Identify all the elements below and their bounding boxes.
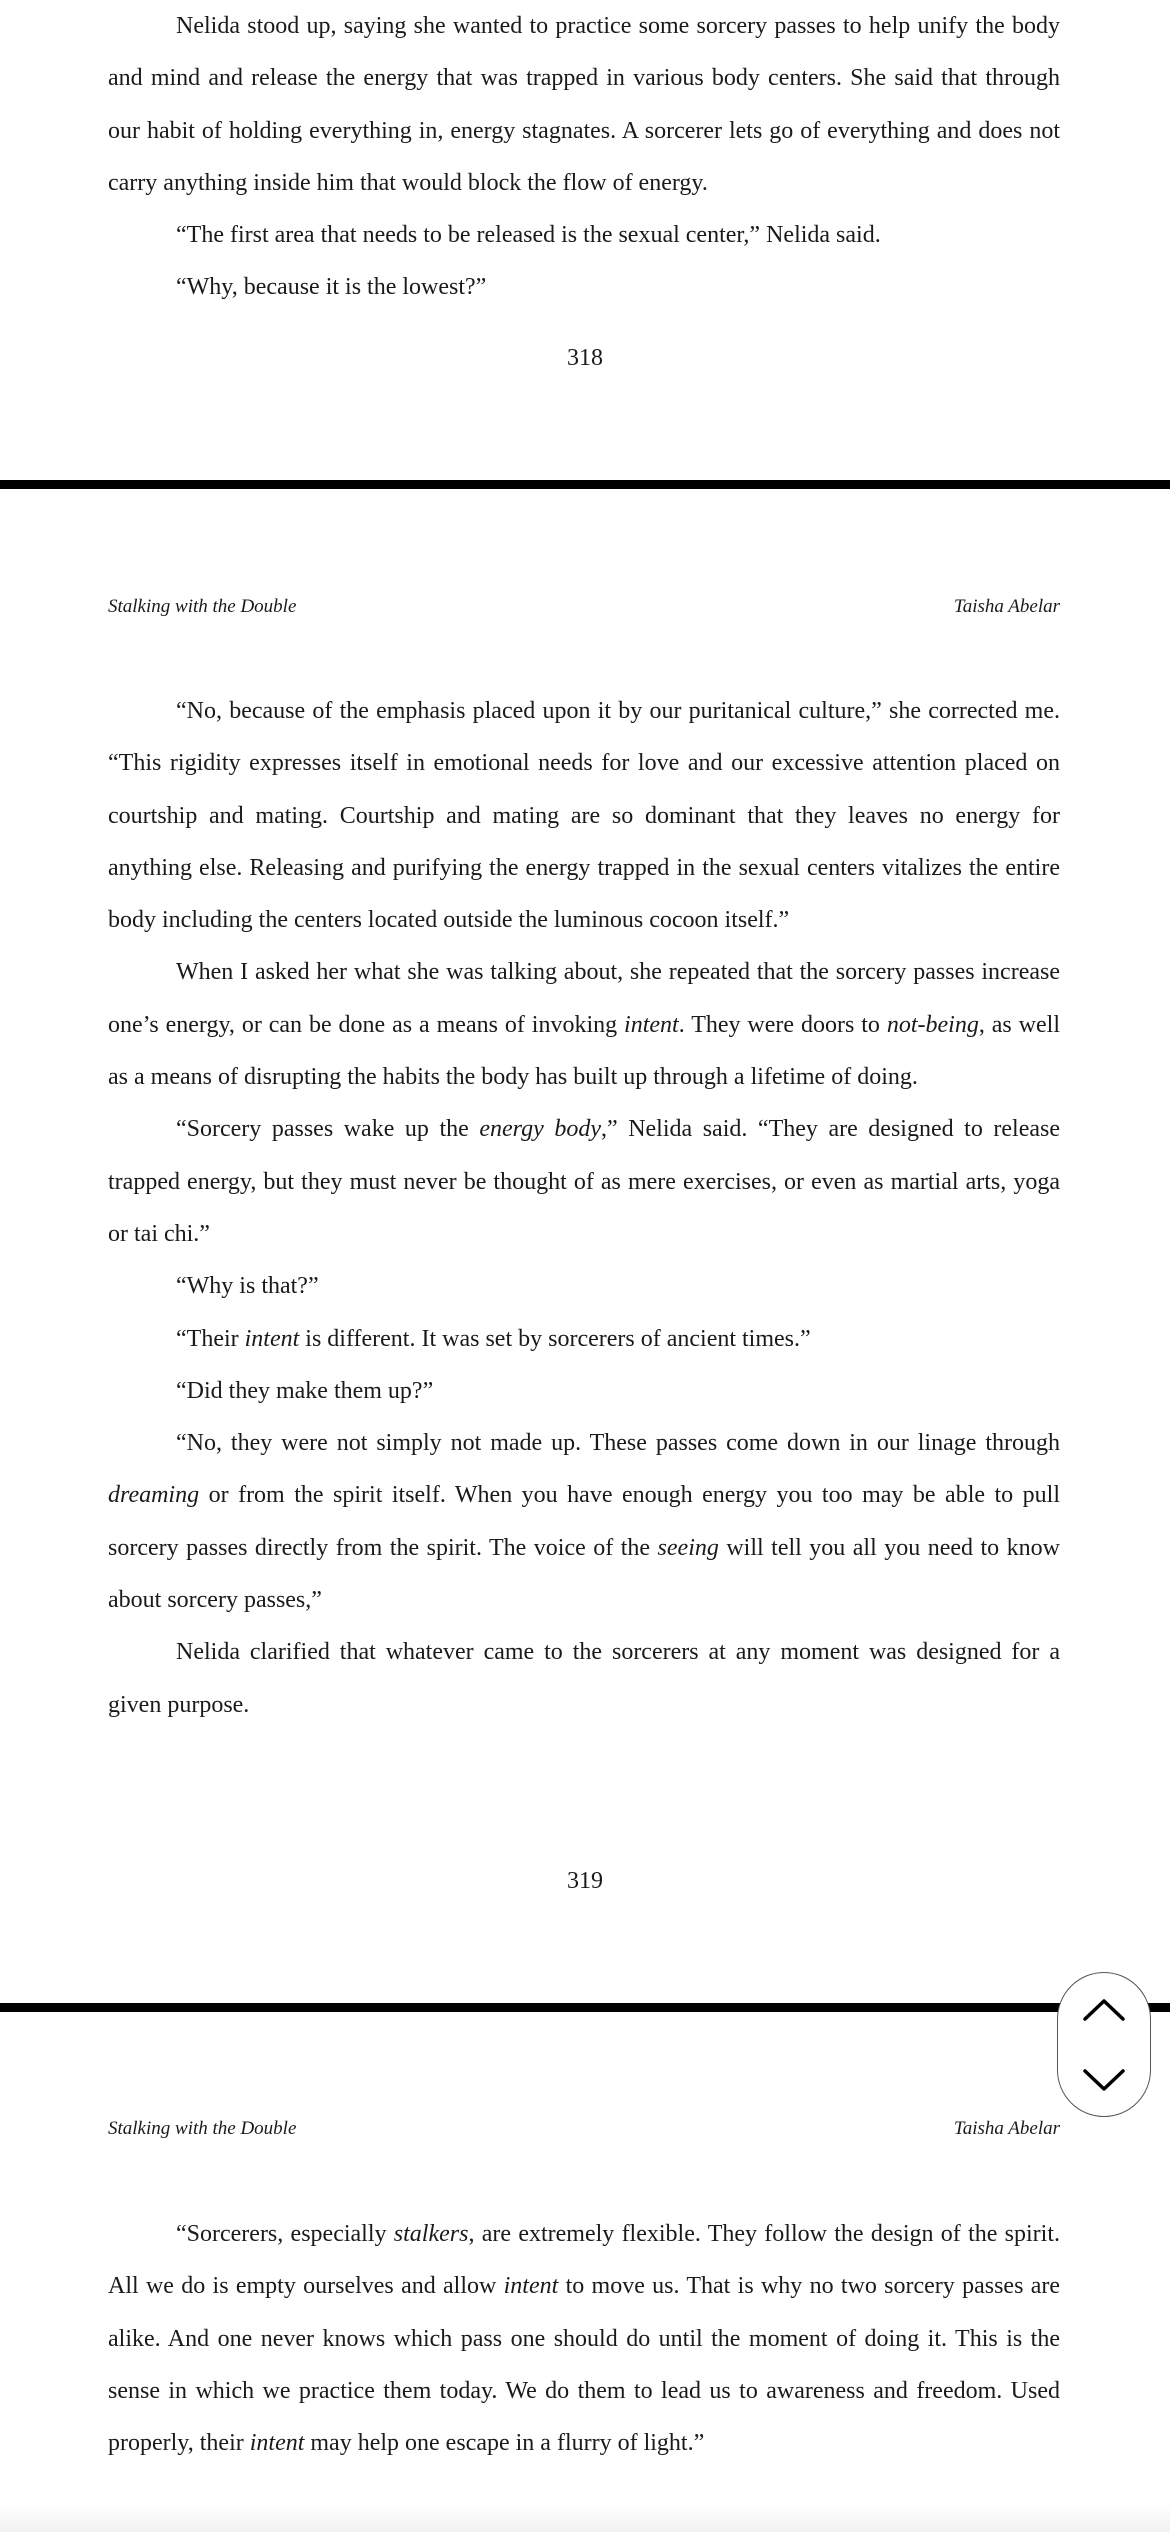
text-run: “Did they make them up?” (176, 1377, 434, 1404)
page-nav-control (1057, 1972, 1151, 2117)
text-run: “No, because of the emphasis placed upon it by our puritanical culture,” she corrected me. “This rigidity expresses itself in emotional needs for love and our excessive attention placed on courtship and mating. Courtship and mating are so dominant that they leaves no energy for anything else. Releasing and purifying the energy trapped in the sexual centers vitalizes the entire body including the centers located outside the luminous cocoon itself.” (108, 698, 1060, 934)
italic-text: intent (503, 2273, 559, 2300)
text-run: “No, they were not simply not made up. These passes come down in our linage through (176, 1430, 1060, 1457)
page-number: 319 (567, 1868, 603, 1894)
paragraph (108, 1365, 1060, 1417)
paragraph (108, 1103, 1060, 1260)
scroll-up-button[interactable] (1058, 1973, 1150, 2045)
text-run: is different. It was set by sorcerers of ancient times.” (299, 1325, 811, 1352)
text-run: Nelida stood up, saying she wanted to practice some sorcery passes to help unify the body and mind and release the energy that was trapped in various body centers. She said that through our habit of holding everything in, energy stagnates. A sorcerer lets go of everything and does not carry anything inside him that would block the flow of energy. (108, 13, 1060, 196)
text-run: “Sorcerers, especially (176, 2221, 394, 2247)
paragraph (108, 1260, 1060, 1312)
paragraph (108, 946, 1060, 1103)
text-run: or from the spirit itself. When you have enough energy you too may be able to pull sorcery passes directly from the spirit. The voice of the (108, 1482, 1060, 1561)
page-319-body (108, 685, 1060, 1731)
text-run: When I asked her what she was talking about, she repeated that the sorcery passes increase one’s energy, or can be done as a means of invoking (108, 959, 1060, 1038)
running-header-title: Stalking with the Double (108, 596, 297, 617)
paragraph (108, 1313, 1060, 1365)
running-header-author: Taisha Abelar (953, 596, 1060, 617)
bottom-edge (0, 2505, 1170, 2532)
italic-text: not-being (886, 1011, 979, 1038)
running-header-title: Stalking with the Double (108, 2118, 297, 2139)
italic-text: seeing (657, 1534, 719, 1561)
page-divider (0, 480, 1170, 489)
paragraph (108, 1417, 1060, 1626)
text-run: . They were doors to (678, 1011, 887, 1038)
italic-text: energy body (479, 1116, 601, 1143)
text-run: “Why, because it is the lowest?” (176, 274, 487, 301)
paragraph (108, 0, 1060, 209)
text-run: “The first area that needs to be released is the sexual center,” Nelida said. (176, 222, 881, 249)
italic-text: intent (244, 1325, 300, 1352)
running-header (108, 2118, 1060, 2140)
italic-text: intent (249, 2430, 305, 2457)
chevron-up-icon (1081, 1995, 1127, 2023)
running-header-author: Taisha Abelar (953, 2118, 1060, 2139)
paragraph (108, 2208, 1060, 2469)
text-run: to move us. That is why no two sorcery passes are alike. And one never knows which pass one should do until the moment of doing it. This is the sense in which we practice them today. We do them to lead us to awareness and freedom. Used properly, their (108, 2273, 1061, 2457)
text-run: , as well as a means of disrupting the habits the body has built up through a lifetime of doing. (108, 1011, 1060, 1091)
text-run: Nelida clarified that whatever came to the sorcerers at any moment was designed for a given purpose. (108, 1639, 1060, 1718)
scroll-down-button[interactable] (1058, 2045, 1150, 2117)
italic-text: dreaming (108, 1482, 200, 1509)
page-number: 318 (567, 345, 603, 371)
text-run: “Their (176, 1325, 245, 1352)
running-header (108, 596, 1060, 618)
text-run: “Sorcery passes wake up the (176, 1116, 480, 1143)
italic-text: intent (624, 1011, 679, 1038)
text-run: ,” Nelida said. “They are designed to release trapped energy, but they must never be thought of as mere exercises, or even as martial arts, yoga or tai chi.” (108, 1116, 1061, 1247)
page-320-body (108, 2208, 1060, 2469)
paragraph (108, 209, 1060, 261)
page-318-body (108, 0, 1060, 314)
paragraph (108, 685, 1060, 946)
text-run: will tell you all you need to know about sorcery passes,” (108, 1534, 1060, 1614)
paragraph (108, 261, 1060, 313)
text-run: may help one escape in a flurry of light.” (304, 2430, 705, 2457)
text-run: , are extremely flexible. They follow the design of the spirit. All we do is empty ourselves and allow (108, 2221, 1060, 2300)
text-run: “Why is that?” (176, 1273, 319, 1300)
paragraph (108, 1626, 1060, 1731)
page-divider (0, 2003, 1170, 2012)
chevron-down-icon (1081, 2067, 1127, 2095)
italic-text: stalkers (393, 2221, 469, 2247)
